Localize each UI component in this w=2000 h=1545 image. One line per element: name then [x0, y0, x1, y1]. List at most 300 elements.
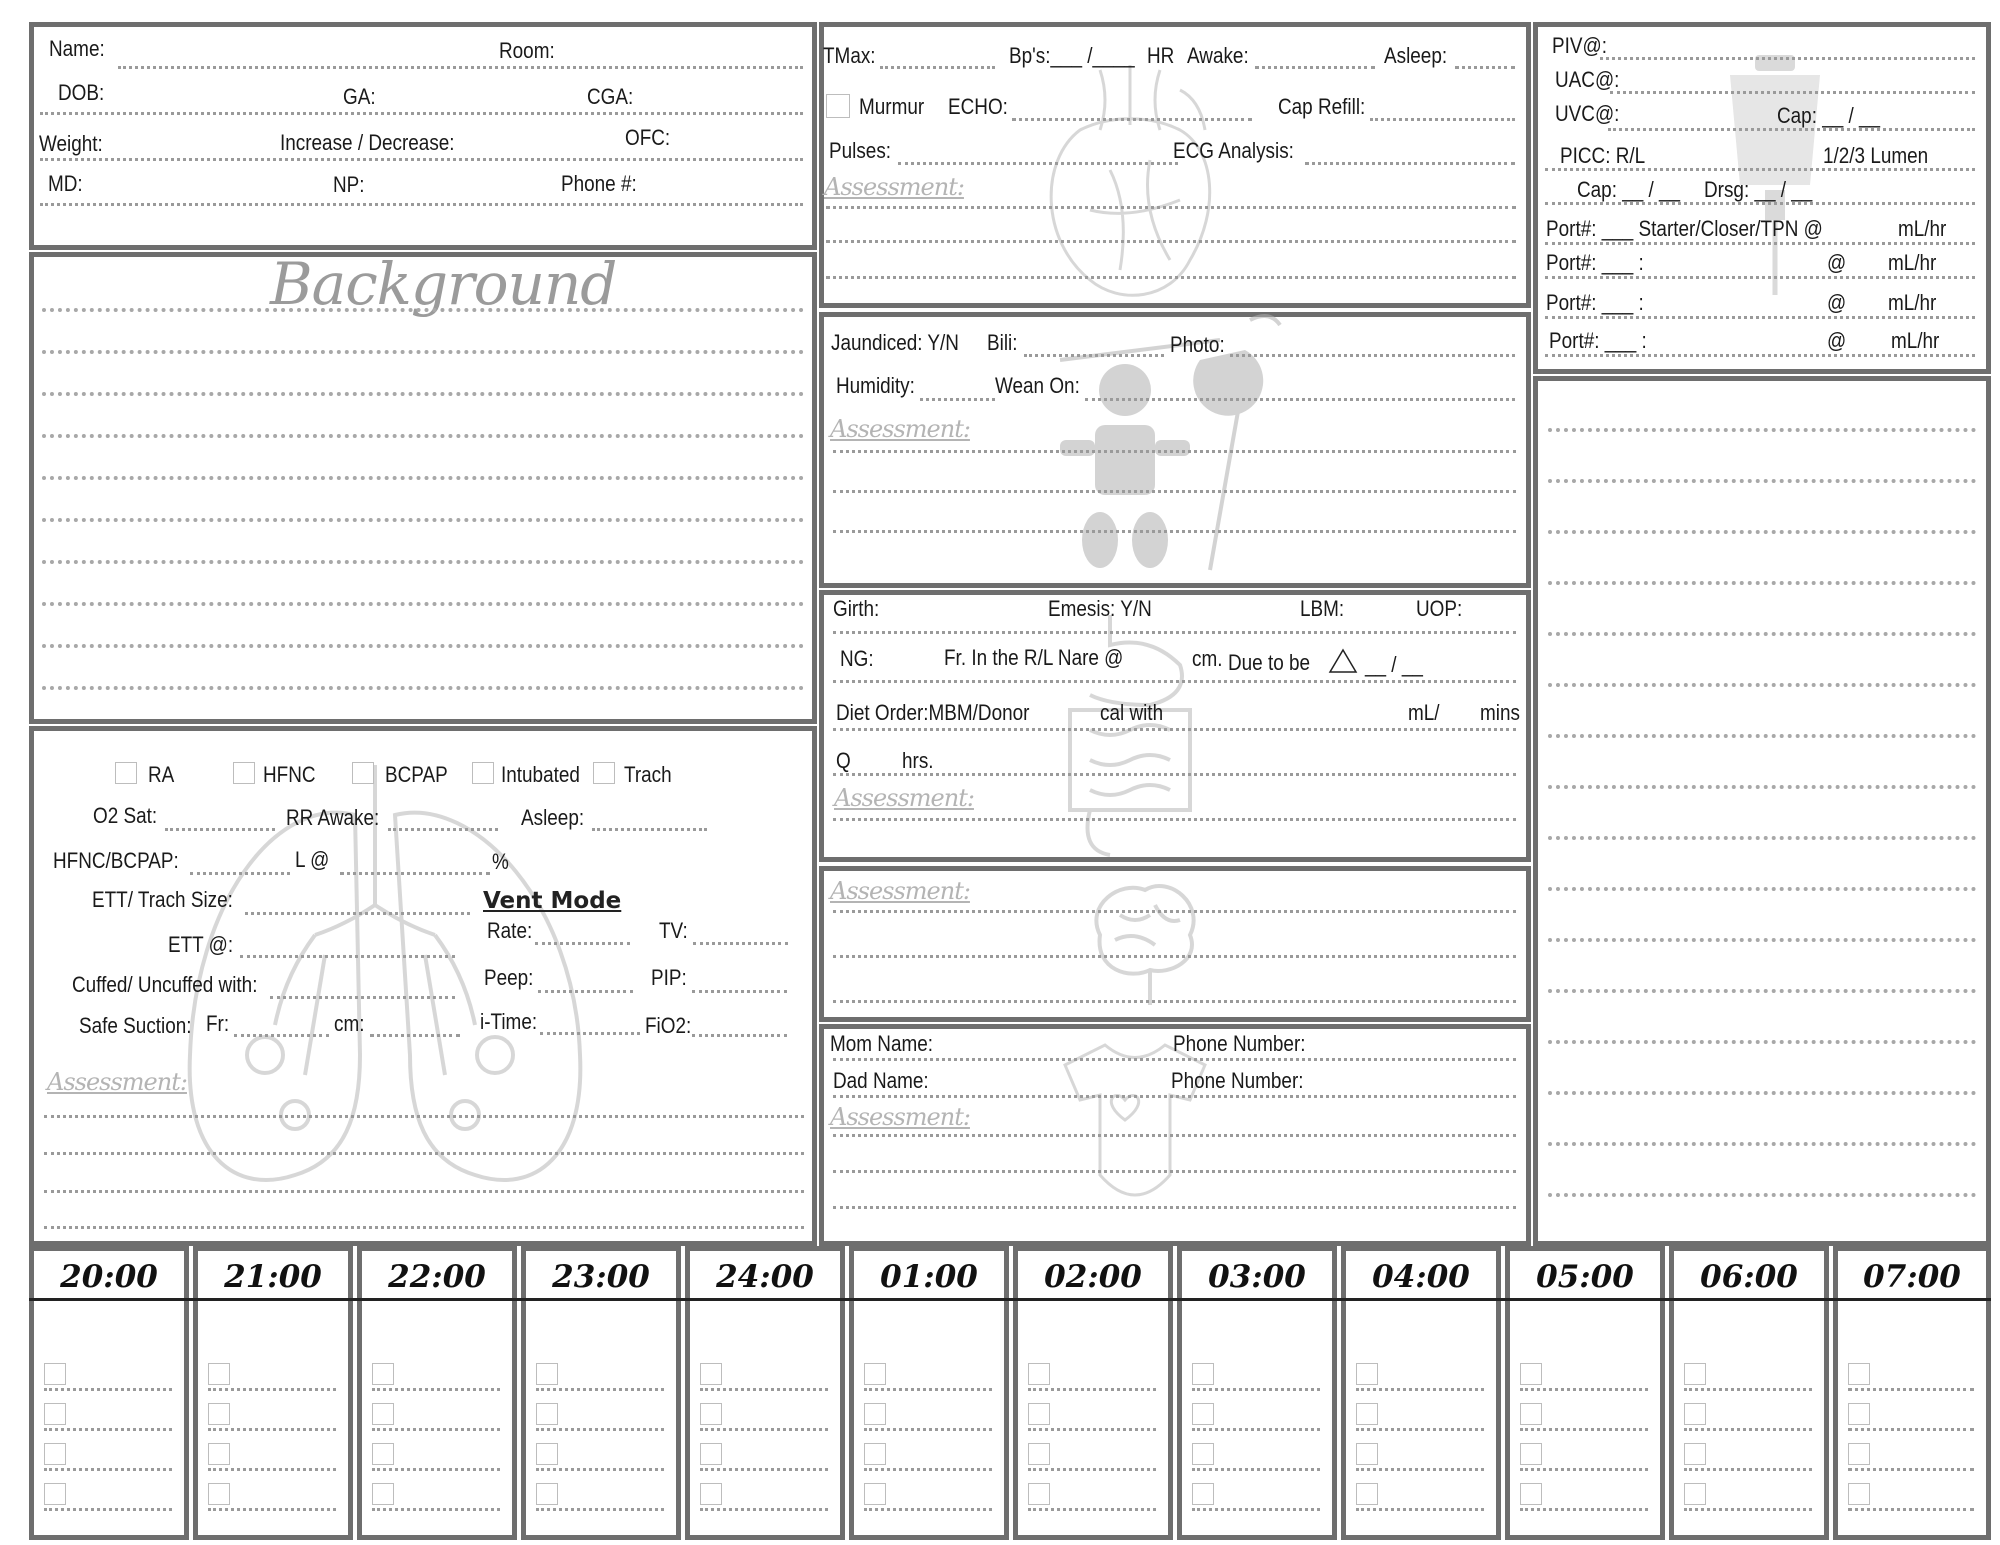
port2-label: Port#: ___ :: [1546, 250, 1644, 275]
lumen-label: 1/2/3 Lumen: [1823, 143, 1929, 168]
hour-task-line[interactable]: [1192, 1388, 1320, 1391]
background-line[interactable]: [42, 476, 804, 480]
tmax-line[interactable]: [880, 66, 995, 69]
tmax-label: TMax:: [823, 43, 876, 68]
family-assessment-line[interactable]: [833, 1170, 1516, 1173]
neuro-assessment-line[interactable]: [833, 955, 1516, 958]
port2-at: @: [1827, 250, 1847, 275]
hour-task-checkbox[interactable]: [1356, 1483, 1378, 1505]
background-line[interactable]: [42, 308, 804, 312]
hour-task-line[interactable]: [44, 1388, 172, 1391]
tv-line[interactable]: [693, 942, 788, 945]
hour-task-checkbox[interactable]: [1848, 1443, 1870, 1465]
np-label: NP:: [333, 172, 365, 197]
port3-at: @: [1827, 290, 1847, 315]
hour-task-checkbox[interactable]: [208, 1363, 230, 1385]
hour-task-checkbox[interactable]: [1684, 1403, 1706, 1425]
hour-task-line[interactable]: [1684, 1388, 1812, 1391]
asleep-line[interactable]: [592, 828, 707, 831]
cap-refill-line[interactable]: [1370, 118, 1515, 121]
skin-assessment-line[interactable]: [833, 490, 1516, 493]
port1-label: Port#: ___ Starter/Closer/TPN @: [1546, 216, 1823, 241]
pip-line[interactable]: [692, 990, 787, 993]
notes-line[interactable]: [1548, 581, 1976, 585]
hour-task-checkbox[interactable]: [536, 1403, 558, 1425]
fio2-line[interactable]: [692, 1034, 787, 1037]
hour-column: [29, 1246, 189, 1540]
background-line[interactable]: [42, 602, 804, 606]
awake-line[interactable]: [1255, 66, 1375, 69]
hour-task-line[interactable]: [536, 1508, 664, 1511]
hour-task-checkbox[interactable]: [44, 1403, 66, 1425]
ra-checkbox[interactable]: [115, 762, 137, 784]
neuro-assessment-label: Assessment:: [830, 877, 970, 905]
ecg-line[interactable]: [1305, 162, 1515, 165]
port4-at: @: [1827, 328, 1847, 353]
hour-task-checkbox[interactable]: [864, 1363, 886, 1385]
hrs-label: hrs.: [902, 748, 934, 773]
resp-assessment-line[interactable]: [44, 1115, 804, 1118]
cuffed-line[interactable]: [270, 996, 455, 999]
background-line[interactable]: [42, 644, 804, 648]
hour-task-line[interactable]: [1520, 1508, 1648, 1511]
notes-line[interactable]: [1548, 938, 1976, 942]
hour-task-line[interactable]: [1356, 1468, 1484, 1471]
uvc-cap-label: Cap: __ / __: [1777, 103, 1881, 128]
uac-label: UAC@:: [1555, 67, 1620, 92]
hour-task-line[interactable]: [1192, 1468, 1320, 1471]
notes-line[interactable]: [1548, 632, 1976, 636]
dad-phone-label: Phone Number:: [1171, 1068, 1304, 1093]
hour-task-line[interactable]: [44, 1508, 172, 1511]
notes-line[interactable]: [1548, 1091, 1976, 1095]
cardio-assessment-line[interactable]: [826, 206, 1516, 209]
hour-task-line[interactable]: [1192, 1428, 1320, 1431]
humidity-label: Humidity:: [836, 373, 915, 398]
hour-label: 06:00: [1700, 1259, 1798, 1295]
gi-assessment-label: Assessment:: [834, 784, 974, 812]
hour-task-line[interactable]: [700, 1428, 828, 1431]
hour-task-checkbox[interactable]: [1848, 1363, 1870, 1385]
hour-column: [193, 1246, 353, 1540]
hour-task-checkbox[interactable]: [536, 1363, 558, 1385]
hour-task-line[interactable]: [536, 1468, 664, 1471]
background-line[interactable]: [42, 560, 804, 564]
girth-line[interactable]: [833, 631, 1516, 634]
port1-mlhr: mL/hr: [1898, 216, 1947, 241]
hour-task-line[interactable]: [1356, 1508, 1484, 1511]
weight-label: Weight:: [39, 131, 103, 156]
hour-task-checkbox[interactable]: [44, 1443, 66, 1465]
intubated-checkbox[interactable]: [472, 762, 494, 784]
drsg-label: Drsg: __ / __: [1704, 177, 1813, 202]
port3-label: Port#: ___ :: [1546, 290, 1644, 315]
hour-column: [1177, 1246, 1337, 1540]
room-label: Room:: [499, 38, 555, 63]
hour-task-checkbox[interactable]: [1520, 1363, 1542, 1385]
hour-task-checkbox[interactable]: [1028, 1483, 1050, 1505]
hour-task-checkbox[interactable]: [700, 1363, 722, 1385]
inc-dec-label: Increase / Decrease:: [280, 130, 455, 155]
suction-cm-label: cm:: [334, 1011, 365, 1036]
hour-task-line[interactable]: [1028, 1508, 1156, 1511]
hour-task-line[interactable]: [864, 1428, 992, 1431]
l-at-label: L @: [295, 847, 330, 872]
hour-task-line[interactable]: [1848, 1428, 1974, 1431]
port4-label: Port#: ___ :: [1549, 328, 1647, 353]
hour-task-checkbox[interactable]: [864, 1483, 886, 1505]
notes-line[interactable]: [1548, 530, 1976, 534]
hour-task-line[interactable]: [1848, 1388, 1974, 1391]
hour-task-line[interactable]: [208, 1428, 336, 1431]
hour-task-checkbox[interactable]: [44, 1483, 66, 1505]
hour-task-line[interactable]: [1684, 1508, 1812, 1511]
hour-task-checkbox[interactable]: [1520, 1443, 1542, 1465]
skin-assessment-label: Assessment:: [830, 415, 970, 443]
background-box: [29, 252, 817, 724]
hour-task-checkbox[interactable]: [1192, 1363, 1214, 1385]
gi-assessment-line[interactable]: [833, 818, 1516, 821]
piv-line[interactable]: [1600, 57, 1975, 60]
family-assessment-line[interactable]: [833, 1134, 1516, 1137]
hour-task-checkbox[interactable]: [1192, 1443, 1214, 1465]
hour-task-line[interactable]: [864, 1468, 992, 1471]
hour-task-checkbox[interactable]: [1520, 1403, 1542, 1425]
notes-line[interactable]: [1548, 683, 1976, 687]
hour-task-checkbox[interactable]: [700, 1403, 722, 1425]
hour-task-line[interactable]: [208, 1388, 336, 1391]
port3-mlhr: mL/hr: [1888, 290, 1937, 315]
hour-task-checkbox[interactable]: [700, 1443, 722, 1465]
drsg-line[interactable]: [1545, 202, 1975, 205]
uvc-label: UVC@:: [1555, 101, 1620, 126]
hfnc-bcpap-line[interactable]: [190, 872, 290, 875]
hour-label: 07:00: [1863, 1259, 1961, 1295]
suction-fr-label: Fr:: [206, 1011, 230, 1036]
ett-at-label: ETT @:: [168, 932, 234, 957]
intubated-label: Intubated: [501, 762, 580, 787]
hour-task-checkbox[interactable]: [1684, 1483, 1706, 1505]
rr-awake-label: RR Awake:: [286, 805, 380, 830]
lbm-label: LBM:: [1300, 596, 1345, 621]
md-line[interactable]: [40, 203, 803, 206]
o2sat-label: O2 Sat:: [93, 803, 158, 828]
hour-header-rule: [29, 1298, 1991, 1301]
uop-label: UOP:: [1416, 596, 1463, 621]
hour-task-line[interactable]: [1684, 1428, 1812, 1431]
mom-line[interactable]: [833, 1058, 1516, 1061]
safe-suction-label: Safe Suction:: [79, 1013, 192, 1038]
ofc-label: OFC:: [625, 125, 671, 150]
cardio-assessment-label: Assessment:: [824, 173, 964, 201]
hour-label: 05:00: [1536, 1259, 1634, 1295]
hour-task-checkbox[interactable]: [864, 1403, 886, 1425]
murmur-checkbox[interactable]: [826, 94, 850, 118]
hour-task-checkbox[interactable]: [536, 1443, 558, 1465]
hour-task-line[interactable]: [372, 1428, 500, 1431]
hour-task-line[interactable]: [1356, 1428, 1484, 1431]
pct-label: %: [492, 849, 509, 874]
mins-label: mins: [1480, 700, 1520, 725]
picc-label: PICC: R/L: [1560, 143, 1646, 168]
hour-column: [849, 1246, 1009, 1540]
brain-icon: [1080, 875, 1205, 1015]
hour-task-line[interactable]: [864, 1388, 992, 1391]
hour-task-checkbox[interactable]: [1520, 1483, 1542, 1505]
port2-line[interactable]: [1545, 276, 1975, 279]
hour-task-line[interactable]: [700, 1388, 828, 1391]
hour-task-checkbox[interactable]: [44, 1363, 66, 1385]
hour-task-line[interactable]: [700, 1508, 828, 1511]
skin-assessment-line[interactable]: [833, 450, 1516, 453]
notes-line[interactable]: [1548, 428, 1976, 432]
q-label: Q: [836, 748, 851, 773]
hour-column: [521, 1246, 681, 1540]
md-label: MD:: [48, 171, 83, 196]
cal-with-label: cal with: [1100, 700, 1164, 725]
ng-label: NG:: [840, 646, 874, 671]
resp-assessment-line[interactable]: [44, 1152, 804, 1155]
cuffed-label: Cuffed/ Uncuffed with:: [72, 972, 258, 997]
port2-mlhr: mL/hr: [1888, 250, 1937, 275]
ecg-label: ECG Analysis:: [1173, 138, 1294, 163]
hour-task-line[interactable]: [208, 1468, 336, 1471]
cardio-assessment-line[interactable]: [826, 276, 1516, 279]
hour-task-line[interactable]: [700, 1468, 828, 1471]
hour-task-line[interactable]: [372, 1508, 500, 1511]
rate-line[interactable]: [535, 942, 630, 945]
hour-task-line[interactable]: [536, 1388, 664, 1391]
background-line[interactable]: [42, 392, 804, 396]
peep-label: Peep:: [484, 965, 534, 990]
hour-task-checkbox[interactable]: [864, 1443, 886, 1465]
picc-line[interactable]: [1545, 168, 1975, 171]
suction-cm-line[interactable]: [370, 1034, 460, 1037]
hour-task-checkbox[interactable]: [1684, 1363, 1706, 1385]
ett-size-line[interactable]: [245, 912, 470, 915]
itime-line[interactable]: [540, 1032, 640, 1035]
hfnc-checkbox[interactable]: [233, 762, 255, 784]
hour-task-checkbox[interactable]: [1028, 1363, 1050, 1385]
asleep-label: Asleep:: [521, 805, 585, 830]
notes-box: [1533, 376, 1991, 1246]
dob-label: DOB:: [58, 80, 105, 105]
hour-label: 20:00: [60, 1259, 158, 1295]
hour-task-checkbox[interactable]: [536, 1483, 558, 1505]
pip-label: PIP:: [651, 965, 687, 990]
notes-line[interactable]: [1548, 785, 1976, 789]
family-assessment-line[interactable]: [833, 1206, 1516, 1209]
photo-line[interactable]: [1230, 354, 1515, 357]
hour-task-line[interactable]: [1520, 1428, 1648, 1431]
notes-line[interactable]: [1548, 1142, 1976, 1146]
tv-label: TV:: [659, 918, 688, 943]
pulses-line[interactable]: [898, 162, 1178, 165]
hour-task-checkbox[interactable]: [372, 1483, 394, 1505]
resp-assessment-label: Assessment:: [47, 1068, 187, 1096]
hour-task-line[interactable]: [1192, 1508, 1320, 1511]
hour-task-checkbox[interactable]: [208, 1483, 230, 1505]
hour-task-line[interactable]: [1028, 1428, 1156, 1431]
hour-task-checkbox[interactable]: [1028, 1403, 1050, 1425]
ng-cm-label: cm.: [1192, 646, 1223, 671]
neuro-assessment-line[interactable]: [833, 910, 1516, 913]
hour-task-checkbox[interactable]: [1848, 1483, 1870, 1505]
background-line[interactable]: [42, 518, 804, 522]
neuro-assessment-line[interactable]: [833, 1000, 1516, 1003]
hour-task-checkbox[interactable]: [372, 1443, 394, 1465]
hour-column: [1505, 1246, 1665, 1540]
hour-label: 04:00: [1372, 1259, 1470, 1295]
hour-task-checkbox[interactable]: [1192, 1403, 1214, 1425]
hour-task-line[interactable]: [1028, 1468, 1156, 1471]
hour-task-checkbox[interactable]: [1356, 1363, 1378, 1385]
q-line[interactable]: [833, 773, 1516, 776]
hour-task-line[interactable]: [372, 1468, 500, 1471]
jaundiced-label: Jaundiced: Y/N: [831, 330, 959, 355]
hour-task-checkbox[interactable]: [372, 1363, 394, 1385]
hour-task-line[interactable]: [536, 1428, 664, 1431]
suction-fr-line[interactable]: [234, 1034, 329, 1037]
hour-task-line[interactable]: [208, 1508, 336, 1511]
rate-label: Rate:: [487, 918, 533, 943]
hour-task-line[interactable]: [44, 1428, 172, 1431]
ng-line[interactable]: [833, 680, 1516, 683]
notes-line[interactable]: [1548, 887, 1976, 891]
o2sat-line[interactable]: [165, 828, 275, 831]
hour-label: 22:00: [388, 1259, 486, 1295]
dad-name-label: Dad Name:: [833, 1068, 929, 1093]
diet-line[interactable]: [833, 728, 1516, 731]
hour-task-checkbox[interactable]: [1684, 1443, 1706, 1465]
trach-checkbox[interactable]: [593, 762, 615, 784]
hour-task-line[interactable]: [864, 1508, 992, 1511]
hour-task-line[interactable]: [1356, 1388, 1484, 1391]
girth-label: Girth:: [833, 596, 880, 621]
background-title: Background: [270, 250, 617, 318]
bili-label: Bili:: [987, 330, 1018, 355]
mom-name-label: Mom Name:: [830, 1031, 934, 1056]
hfnc-bcpap-label: HFNC/BCPAP:: [53, 848, 179, 873]
ra-label: RA: [148, 762, 175, 787]
hour-label: 21:00: [224, 1259, 322, 1295]
hour-task-line[interactable]: [1520, 1468, 1648, 1471]
notes-line[interactable]: [1548, 479, 1976, 483]
weight-line[interactable]: [40, 158, 803, 161]
notes-line[interactable]: [1548, 836, 1976, 840]
cardio-asleep-label: Asleep:: [1384, 43, 1448, 68]
humidity-line[interactable]: [920, 398, 995, 401]
background-line[interactable]: [42, 686, 804, 690]
murmur-label: Murmur: [859, 94, 925, 119]
hour-task-line[interactable]: [1848, 1508, 1974, 1511]
mom-phone-label: Phone Number:: [1173, 1031, 1306, 1056]
echo-line[interactable]: [1012, 118, 1252, 121]
heart-icon: [1040, 60, 1230, 305]
hour-task-checkbox[interactable]: [700, 1483, 722, 1505]
due-value: __ / __: [1365, 652, 1423, 677]
hour-task-line[interactable]: [1520, 1388, 1648, 1391]
itime-label: i-Time:: [480, 1009, 538, 1034]
ett-size-label: ETT/ Trach Size:: [92, 887, 233, 912]
ett-at-line[interactable]: [240, 955, 455, 958]
hour-task-checkbox[interactable]: [1356, 1403, 1378, 1425]
hour-label: 03:00: [1208, 1259, 1306, 1295]
dad-line[interactable]: [833, 1095, 1516, 1098]
phone-label: Phone #:: [561, 171, 637, 196]
cardio-assessment-line[interactable]: [826, 240, 1516, 243]
hour-task-line[interactable]: [1028, 1388, 1156, 1391]
hour-label: 24:00: [716, 1259, 814, 1295]
trach-label: Trach: [624, 762, 672, 787]
uvc-line[interactable]: [1608, 128, 1975, 131]
hour-task-checkbox[interactable]: [1356, 1443, 1378, 1465]
port1-line[interactable]: [1545, 242, 1975, 245]
triangle-icon: [1328, 648, 1358, 674]
skin-assessment-line[interactable]: [833, 530, 1516, 533]
hour-task-checkbox[interactable]: [1848, 1403, 1870, 1425]
hour-task-line[interactable]: [1848, 1468, 1974, 1471]
background-line[interactable]: [42, 350, 804, 354]
hour-label: 02:00: [1044, 1259, 1142, 1295]
hour-task-line[interactable]: [372, 1388, 500, 1391]
notes-line[interactable]: [1548, 1193, 1976, 1197]
port4-line[interactable]: [1545, 354, 1975, 357]
notes-line[interactable]: [1548, 989, 1976, 993]
hour-task-checkbox[interactable]: [372, 1403, 394, 1425]
hour-task-checkbox[interactable]: [208, 1443, 230, 1465]
ml-label: mL/: [1408, 700, 1440, 725]
photo-label: Photo:: [1170, 332, 1225, 357]
resp-assessment-line[interactable]: [44, 1226, 804, 1229]
bili-line[interactable]: [1024, 354, 1164, 357]
cardio-asleep-line[interactable]: [1455, 66, 1515, 69]
peep-line[interactable]: [538, 990, 633, 993]
hour-task-line[interactable]: [1684, 1468, 1812, 1471]
ng-fr-label: Fr. In the R/L Nare @: [944, 645, 1124, 670]
hour-task-checkbox[interactable]: [1192, 1483, 1214, 1505]
onesie-icon: [1060, 1040, 1210, 1220]
pulses-label: Pulses:: [829, 138, 892, 163]
fio2-label: FiO2:: [645, 1013, 692, 1038]
name-line[interactable]: [118, 66, 803, 69]
cap-refill-label: Cap Refill:: [1278, 94, 1366, 119]
wean-on-line[interactable]: [1085, 398, 1515, 401]
bcpap-checkbox[interactable]: [352, 762, 374, 784]
vent-mode-label: Vent Mode: [483, 888, 622, 914]
port3-line[interactable]: [1545, 316, 1975, 319]
port4-mlhr: mL/hr: [1891, 328, 1940, 353]
hour-task-line[interactable]: [44, 1468, 172, 1471]
hour-task-checkbox[interactable]: [1028, 1443, 1050, 1465]
hour-label: 01:00: [880, 1259, 978, 1295]
hour-task-checkbox[interactable]: [208, 1403, 230, 1425]
rr-awake-line[interactable]: [388, 828, 498, 831]
notes-line[interactable]: [1548, 734, 1976, 738]
family-assessment-label: Assessment:: [830, 1103, 970, 1131]
emesis-label: Emesis: Y/N: [1048, 596, 1152, 621]
awake-label: Awake:: [1187, 43, 1249, 68]
echo-label: ECHO:: [948, 94, 1008, 119]
l-at-line[interactable]: [340, 872, 490, 875]
background-line[interactable]: [42, 434, 804, 438]
dob-line[interactable]: [40, 112, 803, 115]
uac-line[interactable]: [1610, 91, 1975, 94]
notes-line[interactable]: [1548, 1040, 1976, 1044]
wean-on-label: Wean On:: [995, 373, 1080, 398]
resp-assessment-line[interactable]: [44, 1190, 804, 1193]
hour-column: [1669, 1246, 1829, 1540]
